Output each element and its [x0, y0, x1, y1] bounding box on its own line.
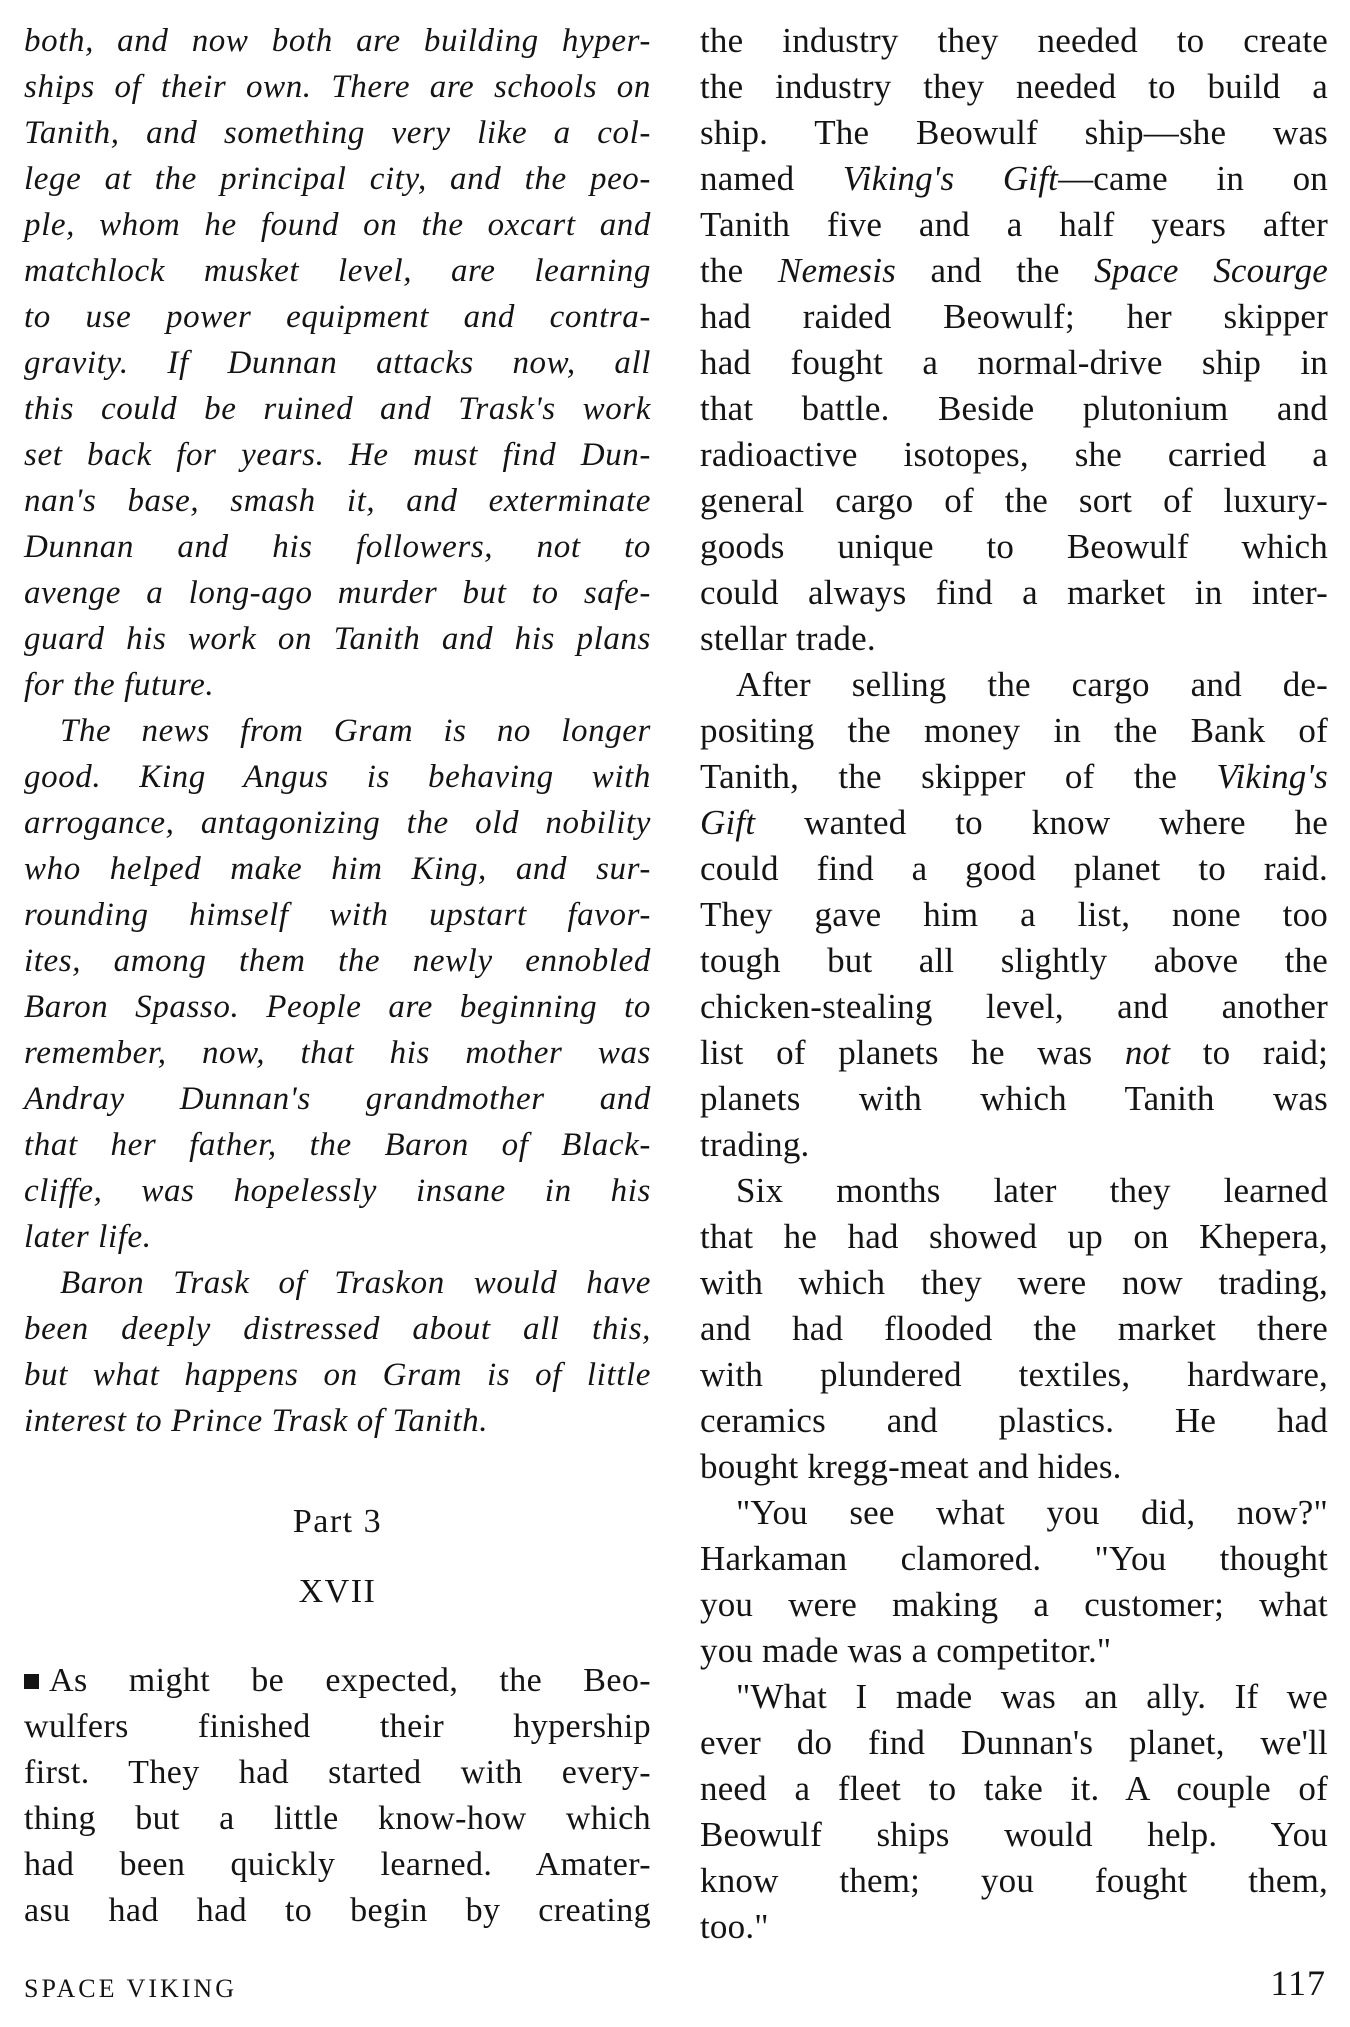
text-line: named Viking's Gift—came in on [700, 159, 1328, 198]
text-line: ship. The Beowulf ship—she was [700, 113, 1328, 152]
text-line: thing but a little know-how which [24, 1800, 651, 1837]
right-paragraph-5 [700, 1674, 1328, 1950]
text-line: but what happens on Gram is of little [24, 1357, 651, 1393]
text-line: avenge a long-ago murder but to safe- [24, 575, 651, 611]
text-line: need a fleet to take it. A couple of [700, 1769, 1328, 1808]
text-line: ites, among them the newly ennobled [24, 943, 651, 979]
text-line: ever do find Dunnan's planet, we'll [700, 1723, 1328, 1762]
text-line: the industry they needed to create [700, 21, 1328, 60]
right-paragraph-3 [700, 1168, 1328, 1490]
text-line: had been quickly learned. Amater- [24, 1846, 651, 1883]
text-line: Six months later they learned [736, 1171, 1328, 1210]
text-line: The news from Gram is no longer [60, 713, 651, 749]
text-line: ple, whom he found on the oxcart and [24, 207, 651, 243]
text-line: been deeply distressed about all this, [24, 1311, 651, 1347]
text-line: rounding himself with upstart favor- [24, 897, 651, 933]
text-line: asu had had to begin by creating [24, 1892, 651, 1929]
text-line: radioactive isotopes, she carried a [700, 435, 1328, 474]
text-line: nan's base, smash it, and exterminate [24, 483, 651, 519]
part-heading: Part 3 [292, 1503, 383, 1540]
text-line: good. King Angus is behaving with [24, 759, 651, 795]
text-line: had fought a normal-drive ship in [700, 343, 1328, 382]
text-line: lege at the principal city, and the peo- [24, 161, 651, 197]
text-line: interest to Prince Trask of Tanith. [24, 1403, 489, 1439]
text-line: arrogance, antagonizing the old nobility [24, 805, 651, 841]
text-line: "You see what you did, now?" [736, 1493, 1328, 1532]
text-line: Baron Trask of Traskon would have [60, 1265, 651, 1301]
text-line: could always find a market in inter- [700, 573, 1328, 612]
left-paragraph-2 [24, 708, 651, 1260]
left-column [24, 18, 651, 1934]
text-line: chicken-stealing level, and another [700, 987, 1328, 1026]
text-line: you were making a customer; what [700, 1585, 1328, 1624]
right-paragraph-1 [700, 18, 1328, 662]
text-line: list of planets he was not to raid; [700, 1033, 1328, 1072]
text-line: you made was a competitor." [700, 1631, 1112, 1670]
text-line: guard his work on Tanith and his plans [24, 621, 651, 657]
text-line: Gift wanted to know where he [700, 803, 1328, 842]
text-line: this could be ruined and Trask's work [24, 391, 651, 427]
text-line: Beowulf ships would help. You [700, 1815, 1328, 1854]
text-line: ceramics and plastics. He had [700, 1401, 1328, 1440]
text-line: Dunnan and his followers, not to [24, 529, 651, 565]
text-line: stellar trade. [700, 619, 876, 658]
text-line: could find a good planet to raid. [700, 849, 1328, 888]
text-line: set back for years. He must find Dun- [24, 437, 651, 473]
text-line: Tanith, the skipper of the Viking's [700, 757, 1328, 796]
running-title: SPACE VIKING [24, 1974, 237, 2003]
text-line: Tanith, and something very like a col- [24, 115, 651, 151]
text-line: trading. [700, 1125, 810, 1164]
text-line: first. They had started with every- [24, 1754, 651, 1791]
text-line: that battle. Beside plutonium and [700, 389, 1328, 428]
text-line: with which they were now trading, [700, 1263, 1328, 1302]
text-line: that her father, the Baron of Black- [24, 1127, 651, 1163]
text-line [24, 1658, 651, 1704]
right-paragraph-2 [700, 662, 1328, 1168]
text-line: Tanith five and a half years after [700, 205, 1328, 244]
text-line: the industry they needed to build a [700, 67, 1328, 106]
text-line: cliffe, was hopelessly insane in his [24, 1173, 651, 1209]
text-line: who helped make him King, and sur- [24, 851, 651, 887]
text-line: bought kregg-meat and hides. [700, 1447, 1122, 1486]
text-line: Baron Spasso. People are beginning to [24, 989, 651, 1025]
text-line: planets with which Tanith was [700, 1079, 1328, 1118]
text-line: too." [700, 1907, 769, 1946]
text-line: positing the money in the Bank of [700, 711, 1328, 750]
text-line: They gave him a list, none too [700, 895, 1328, 934]
text-line: know them; you fought them, [700, 1861, 1328, 1900]
text-line: goods unique to Beowulf which [700, 527, 1328, 566]
text-line: Harkaman clamored. "You thought [700, 1539, 1328, 1578]
text-line: for the future. [24, 667, 215, 703]
page-number: 117 [1270, 1963, 1326, 2003]
text-line: ships of their own. There are schools on [24, 69, 651, 105]
text-line: remember, now, that his mother was [24, 1035, 651, 1071]
section-bullet-icon [24, 1674, 39, 1689]
chapter-heading: XVII [298, 1573, 377, 1610]
left-paragraph-4 [24, 1658, 651, 1934]
text-line: "What I made was an ally. If we [736, 1677, 1328, 1716]
text-line: matchlock musket level, are learning [24, 253, 651, 289]
text-line: that he had showed up on Khepera, [700, 1217, 1328, 1256]
text-line: to use power equipment and contra- [24, 299, 651, 335]
text-line: had raided Beowulf; her skipper [700, 297, 1328, 336]
text-line: gravity. If Dunnan attacks now, all [24, 345, 651, 381]
left-paragraph-1 [24, 18, 651, 708]
left-paragraph-3 [24, 1260, 651, 1444]
text-line: tough but all slightly above the [700, 941, 1328, 980]
text-line: After selling the cargo and de- [736, 665, 1328, 704]
text-line: with plundered textiles, hardware, [700, 1355, 1328, 1394]
text-line: wulfers finished their hypership [24, 1708, 651, 1745]
text-line: Andray Dunnan's grandmother and [24, 1081, 651, 1117]
text-line: and had flooded the market there [700, 1309, 1328, 1348]
text-line: both, and now both are building hyper- [24, 23, 651, 59]
text-line: the Nemesis and the Space Scourge [700, 251, 1328, 290]
text-line: general cargo of the sort of luxury- [700, 481, 1328, 520]
right-paragraph-4 [700, 1490, 1328, 1674]
text-line-content: As might be expected, the Beo- [49, 1662, 651, 1699]
text-line: later life. [24, 1219, 152, 1255]
right-column [700, 18, 1328, 1950]
